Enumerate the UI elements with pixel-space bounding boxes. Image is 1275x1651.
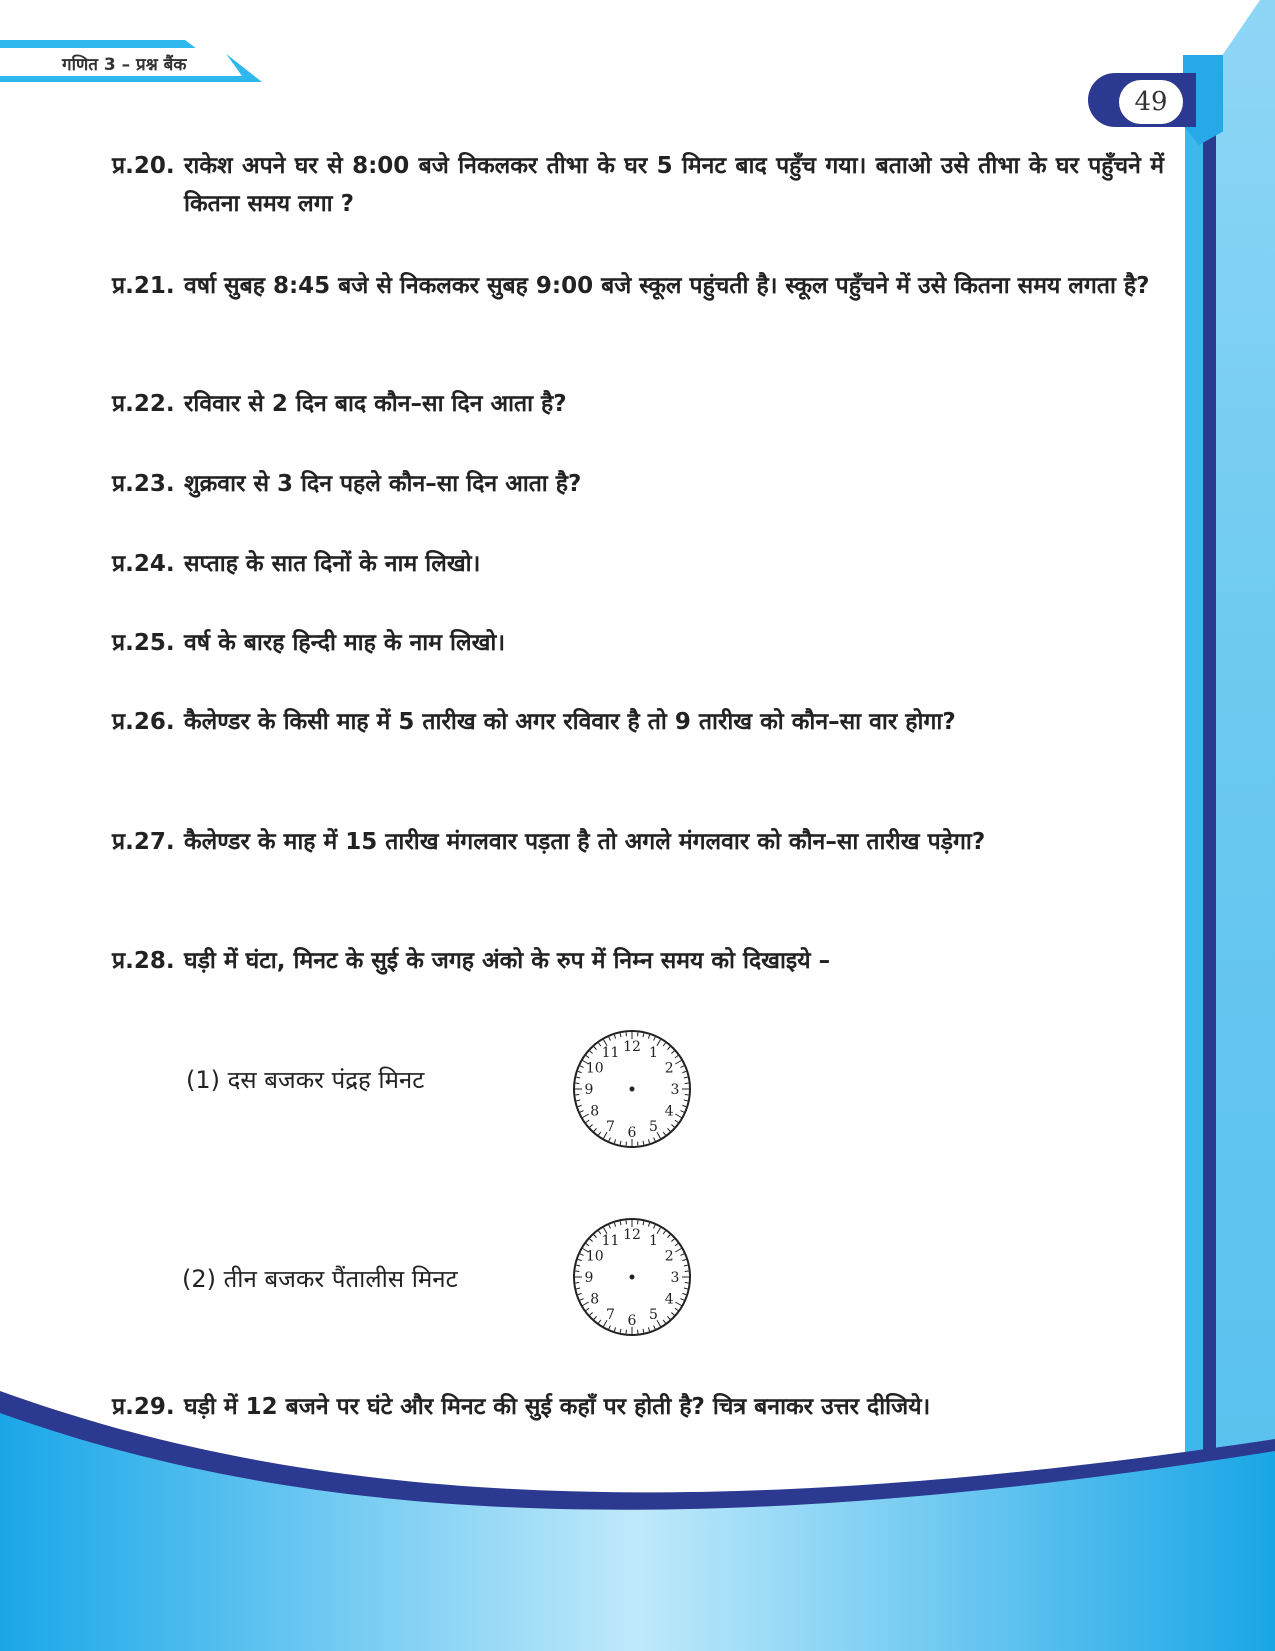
clock-numeral: 9 (584, 1082, 594, 1098)
question-25 (112, 624, 1164, 662)
clock-center (630, 1275, 635, 1280)
question-text: रविवार से 2 दिन बाद कौन–सा दिन आता है? (184, 391, 567, 417)
clock-numeral: 4 (664, 1103, 674, 1120)
clock-numeral: 8 (590, 1103, 600, 1120)
right-decor-bar-light (1185, 118, 1203, 1548)
question-text: कैलेण्डर के किसी माह में 5 तारीख को अगर रविवार है तो 9 तारीख को कौन–सा वार होगा? (184, 709, 956, 735)
clock-numeral: 6 (627, 1313, 637, 1329)
question-text: घड़ी में 12 बजने पर घंटे और मिनट की सुई कहाँ पर होती है? चित्र बनाकर उत्तर दीजिये। (184, 1394, 931, 1420)
clock-numeral: 7 (606, 1119, 615, 1136)
question-number: प्र.28. (112, 948, 175, 974)
question-number: प्र.26. (112, 709, 175, 735)
question-number: प्र.24. (112, 551, 175, 577)
question-text: सप्ताह के सात दिनों के नाम लिखो। (184, 551, 481, 577)
clock-face-2 (570, 1215, 694, 1339)
question-number: प्र.22. (112, 391, 175, 417)
clock-numeral: 5 (649, 1119, 658, 1136)
question-text: कैलेण्डर के माह में 15 तारीख मंगलवार पड़ता है तो अगले मंगलवार को कौन–सा तारीख पड़ेगा? (184, 829, 986, 855)
question-text: राकेश अपने घर से 8:00 बजे निकलकर तीभा के घर 5 मिनट बाद पहुँच गया। बताओ उसे तीभा के घर पहुँचने में कितना समय लगा ? (184, 153, 1164, 217)
question-21 (112, 267, 1164, 305)
sub-item-2: (2) तीन बजकर पैंतालीस मिनट (182, 1265, 458, 1293)
question-text: वर्षा सुबह 8:45 बजे से निकलकर सुबह 9:00 बजे स्कूल पहुंचती है। स्कूल पहुँचने में उसे कितना समय लगता है? (184, 273, 1150, 299)
clock-numeral: 12 (623, 1039, 641, 1055)
clock-numeral: 10 (585, 1248, 604, 1265)
question-number: प्र.25. (112, 630, 175, 656)
clock-numeral: 7 (606, 1307, 615, 1324)
question-29 (112, 1388, 1164, 1426)
clock-numeral: 11 (601, 1044, 620, 1061)
question-text: वर्ष के बारह हिन्दी माह के नाम लिखो। (184, 630, 506, 656)
clock-numeral: 4 (664, 1291, 674, 1308)
clock-numeral: 2 (664, 1248, 674, 1265)
header-title: गणित 3 – प्रश्न बैंक (62, 55, 187, 75)
clock-numeral: 1 (649, 1232, 658, 1249)
clock-numeral: 10 (585, 1060, 604, 1077)
question-number: प्र.27. (112, 829, 175, 855)
question-number: प्र.21. (112, 273, 175, 299)
question-text: शुक्रवार से 3 दिन पहले कौन–सा दिन आता है? (184, 471, 582, 497)
clock-numeral: 2 (664, 1060, 674, 1077)
clock-face-1 (570, 1027, 694, 1151)
question-23 (112, 465, 1164, 503)
clock-numeral: 11 (601, 1232, 620, 1249)
question-number: प्र.29. (112, 1394, 175, 1420)
question-26 (112, 703, 1164, 741)
page-number: 49 (1119, 80, 1183, 124)
clock-numeral: 5 (649, 1307, 658, 1324)
sub-item-1: (1) दस बजकर पंद्रह मिनट (186, 1066, 425, 1094)
clock-numeral: 8 (590, 1291, 600, 1308)
bottom-wave (0, 1391, 1275, 1651)
question-number: प्र.23. (112, 471, 175, 497)
question-27 (112, 823, 1164, 861)
clock-numeral: 9 (584, 1270, 594, 1286)
clock-numeral: 3 (670, 1082, 680, 1098)
question-20 (112, 147, 1164, 223)
clock-numeral: 12 (623, 1227, 641, 1243)
clock-numeral: 6 (627, 1125, 637, 1141)
question-number: प्र.20. (112, 153, 175, 179)
clock-numeral: 1 (649, 1044, 658, 1061)
clock-numeral: 3 (670, 1270, 680, 1286)
right-decor-bar-dark (1203, 58, 1216, 1548)
clock-center (630, 1087, 635, 1092)
question-text: घड़ी में घंटा, मिनट के सुई के जगह अंको के रुप में निम्न समय को दिखाइये – (184, 948, 831, 974)
question-24 (112, 545, 1164, 583)
question-28 (112, 942, 1164, 980)
question-22 (112, 385, 1164, 423)
